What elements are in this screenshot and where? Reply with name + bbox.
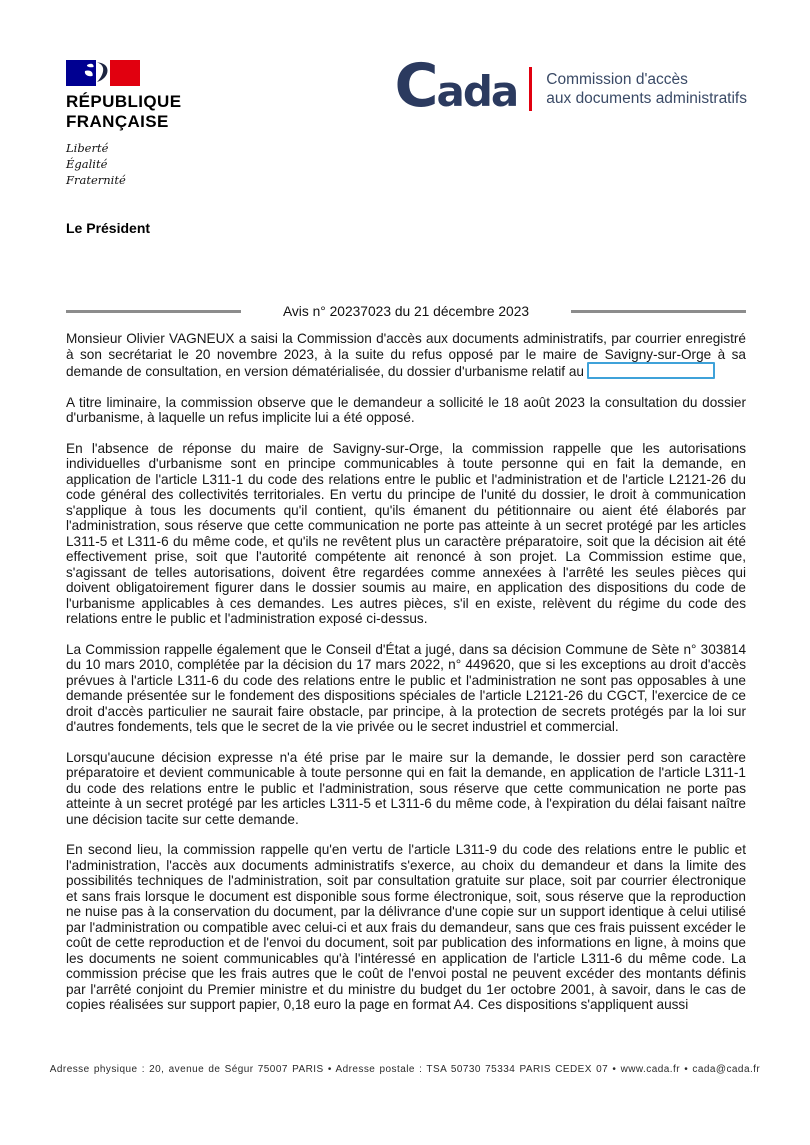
republique-name-line2: FRANÇAISE (66, 111, 169, 131)
marianne-flag-icon (66, 60, 140, 86)
republique-name-line1: RÉPUBLIQUE (66, 92, 182, 111)
title-rule-right (571, 310, 746, 313)
cada-tagline-line1: Commission d'accès (546, 70, 688, 88)
motto-fraternite: Fraternité (66, 173, 126, 187)
republique-francaise-logo (66, 60, 181, 188)
motto-liberte: Liberté (66, 141, 109, 155)
paragraph-6: En second lieu, la commission rappelle qu'en vertu de l'article L311-9 du code des relations entre le public et l'administration, l'accès aux documents administratifs s'exerce, au choix du demandeur et dans la limite des possibilités techniques de l'administration, soit par consultation gratuite sur place, soit par courrier électronique et sans frais lorsque le document est disponible sous forme électronique, soit, sous réserve que la reproduction ne nuise pas à la conservation du document, par la délivrance d'une copie sur un support identique à celui utilisé par l'administration ou compatible avec celui-ci et aux frais du demandeur, sans que ces frais puissent excéder le coût de cette reproduction et de l'envoi du document, soit par publication des informations en ligne, à moins que les documents ne soient communicables qu'à l'intéressé en application de l'article L311-6 du même code. La commission précise que les frais autres que le coût de l'envoi postal ne peuvent excéder des montants définis par l'arrêté conjoint du Premier ministre et du ministre du budget du 1er octobre 2001, à savoir, dans le cas de copies réalisées sur support papier, 0,18 euro la page en format A4. Ces dispositions s'appliquent aussi (66, 842, 746, 1012)
paragraph-4: La Commission rappelle également que le Conseil d'État a jugé, dans sa décision Commune de Sète n° 303814 du 10 mars 2010, complétée par la décision du 17 mars 2022, n° 449620, que si les exceptions au droit d'accès prévues à l'article L311-6 du code des relations entre le public et l'administration ne sont pas opposables à une demande présentée sur le fondement des dispositions spéciales de l'article L2121-26 du CGCT, l'exercice de ce droit d'accès particulier ne saurait faire obstacle, par principe, à la protection de secrets protégés par la loi sur d'autres fondements, tels que le secret de la vie privée ou le secret industriel et commercial. (66, 641, 746, 734)
avis-title-row (66, 304, 746, 319)
sender-title: Le Président (66, 220, 151, 236)
paragraph-2: A titre liminaire, la commission observe que le demandeur a sollicité le 18 août 2023 la consultation du dossier d'urbanisme, à laquelle un refus implicite lui a été opposé. (66, 394, 746, 425)
footer-address: Adresse physique : 20, avenue de Ségur 75007 PARIS • Adresse postale : TSA 50730 75334 PARIS CEDEX 07 • www.cada.fr • cada@cada.fr (49, 1064, 761, 1075)
letter-body (66, 331, 746, 1028)
paragraph-5: Lorsqu'aucune décision expresse n'a été prise par le maire sur la demande, le dossier perd son caractère préparatoire et devient communicable à toute personne qui en fait la demande, en application de l'article L311-1 du code des relations entre le public et l'administration, sous réserve que cette communication ne porte pas atteinte à un secret protégé par les articles L311-5 et L311-6 du même code, à l'expiration du délai faisant naître une décision tacite sur cette demande. (66, 749, 746, 827)
avis-title: Avis n° 20237023 du 21 décembre 2023 (282, 304, 530, 319)
cada-tagline-line2: aux documents administratifs (546, 90, 747, 107)
paragraph-3: En l'absence de réponse du maire de Savigny-sur-Orge, la commission rappelle que les autorisations individuelles d'urbanisme sont en principe communicables à toute personne qui en fait la demande, en application de l'article L311-1 du code des relations entre le public et l'administration et de l'article L2121-26 du code général des collectivités territoriales. En vertu du principe de l'unité du dossier, le droit à communication s'applique à tous les documents qu'il contient, qu'ils émanent du pétitionnaire ou aient été élaborés par l'administration, sous réserve que cette communication ne porte pas atteinte à un secret protégé par les articles L311-5 et L311-6 du même code, et qu'ils ne revêtent plus un caractère préparatoire, soit que la décision ait été effectivement prise, soit que l'autorité compétente ait renoncé à son projet. La Commission estime que, s'agissant de telles autorisations, doivent être regardées comme annexées à l'arrêté les seules pièces qui doivent obligatoirement figurer dans le dossier soumis au maire, en application des dispositions du code de l'urbanisme applicables à ces demandes. Les autres pièces, s'il en existe, relèvent du régime du code des relations entre le public et l'administration exposé ci-dessus. (66, 440, 746, 626)
motto-egalite: Égalité (66, 157, 108, 171)
republique-name (66, 92, 181, 131)
cada-logo (394, 51, 747, 121)
paragraph-1-text: Monsieur Olivier VAGNEUX a saisi la Commission d'accès aux documents administratifs, par courrier enregistré à son secrétariat le 20 novembre 2023, à la suite du refus opposé par le maire de Savigny-sur-Orge à sa demande de consultation, en version dématérialisée, du dossier d'urbanisme relatif au (66, 331, 746, 379)
redaction-box (587, 362, 715, 379)
republic-motto (66, 140, 181, 188)
paragraph-1 (66, 331, 746, 380)
cada-tagline (546, 70, 747, 109)
cada-logo-divider (529, 67, 532, 111)
cada-wordmark: Cada (394, 51, 518, 121)
title-rule-left (66, 310, 241, 313)
